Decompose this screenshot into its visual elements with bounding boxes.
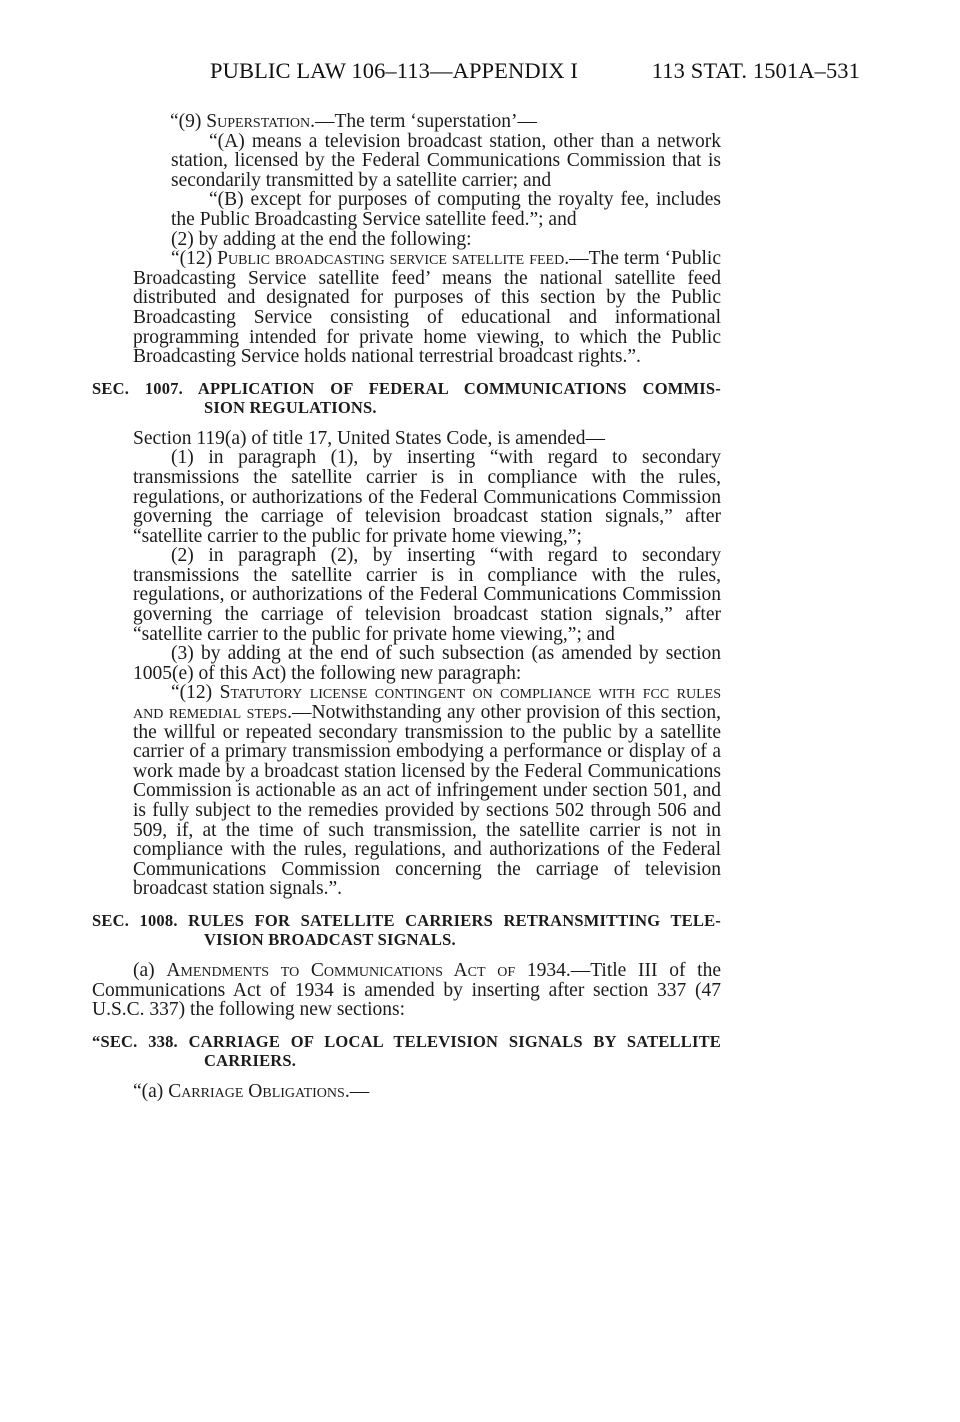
section-1008-subsection-a: (a) Amendments to Communications Act of 1934.—Title III of the Communications Act of 1934 is amended by inserting after section 337 (47 U.S.C. 337) the following new sections: — [92, 959, 721, 1021]
section-1008-heading: SEC. 1008. RULES FOR SATELLITE CARRIERS RETRANSMITTING TELE- VISION BROADCAST SIGNALS. — [92, 910, 721, 949]
section-1007-intro: Section 119(a) of title 17, United States Code, is amended— — [133, 427, 606, 449]
section-1007-heading: SEC. 1007. APPLICATION OF FEDERAL COMMUNICATIONS COMMIS- SION REGULATIONS. — [92, 378, 721, 417]
section-338-heading: “SEC. 338. CARRIAGE OF LOCAL TELEVISION SIGNALS BY SATELLITE CARRIERS. — [92, 1031, 721, 1070]
section-1007-item-3: (3) by adding at the end of such subsection (as amended by section 1005(e) of this Act) the following new paragraph: — [133, 643, 721, 684]
section-338-subsection-a: “(a) Carriage Obligations.— — [133, 1080, 370, 1102]
section-1007-item-1: (1) in paragraph (1), by inserting “with regard to secondary transmissions the satellite carrier is in compliance with the rules, regulations, or authorizations of the Federal Communications Commission governing the carriage of television broadcast station signals,” after “satellite carrier to the public for private home viewing,”; — [133, 447, 721, 547]
document-body — [92, 111, 721, 1102]
paragraph-9-b: “(B) except for purposes of computing the royalty fee, includes the Public Broadcasting Service satellite feed.”; and — [171, 189, 721, 230]
paragraph-9-superstation: “(9) Superstation.—The term ‘superstation’— — [170, 111, 538, 132]
paragraph-2-adding: (2) by adding at the end the following: — [171, 228, 472, 250]
running-head-title: PUBLIC LAW 106–113—APPENDIX I — [210, 58, 578, 83]
running-head-page-citation: 113 STAT. 1501A–531 — [651, 58, 860, 83]
paragraph-12-statutory-license: “(12) Statutory license contingent on compliance with fcc rules and remedial steps.—Notwithstanding any other provision of this section, the willful or repeated secondary transmission to the public by a satellite carrier of a primary transmission embodying a performance or display of a work made by a broadcast station licensed by the Federal Communications Commission is actionable as an act of infringement under section 501, and is fully subject to the remedies provided by sections 502 through 506 and 509, if, at the time of such transmission, the satellite carrier is not in compliance with the rules, regulations, and authorizations of the Federal Communications Commission concerning the carriage of television broadcast station signals.”. — [133, 682, 721, 900]
paragraph-12-pbs-satellite-feed: “(12) Public broadcasting service satellite feed.—The term ‘Public Broadcasting Service satellite feed’ means the national satellite feed distributed and designated for purposes of this section by the Public Broadcasting Service consisting of educational and informational programming intended for private home viewing, to which the Public Broadcasting Service holds national terrestrial broadcast rights.”. — [133, 248, 721, 368]
section-1007-item-2: (2) in paragraph (2), by inserting “with regard to secondary transmissions the satellite carrier is in compliance with the rules, regulations, or authorizations of the Federal Communications Commission governing the carriage of television broadcast station signals,” after “satellite carrier to the public for private home viewing,”; and — [133, 545, 721, 645]
paragraph-9-a: “(A) means a television broadcast station, other than a network station, licensed by the Federal Communications Commission that is secondarily transmitted by a satellite carrier; and — [171, 130, 721, 191]
